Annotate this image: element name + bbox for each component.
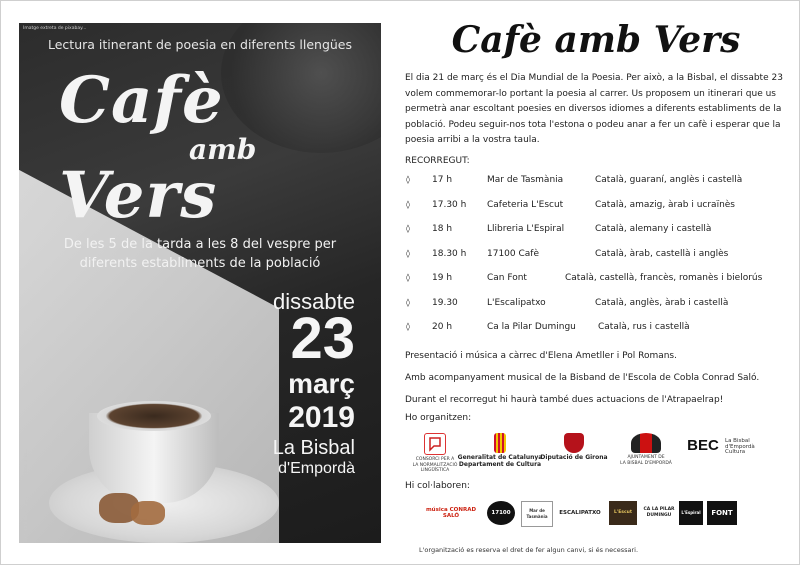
route-item xyxy=(405,200,795,225)
route-place: Mar de Tasmània xyxy=(487,175,564,185)
poster-day: dissabte xyxy=(273,289,355,314)
organizer-generalitat-text: Generalitat de Catalunya Departament de Cultura xyxy=(457,454,543,468)
route-place: Ca la Pilar Dumingu xyxy=(487,322,576,332)
organizer-cpnl-text: CONSORCI PER A LA NORMALITZACIÓ LINGÜÍSTICA xyxy=(412,457,458,473)
collab-logo-conrad-salo: música CONRAD SALÓ xyxy=(425,507,477,519)
atrapaelrap-note: Durant el recorregut hi haurà també dues actuacions de l'Atrapaelrap! xyxy=(405,395,724,405)
diamond-bullet-icon: ◊ xyxy=(406,248,410,258)
coffee-surface-shape xyxy=(97,401,211,431)
organizer-logo-bec xyxy=(683,433,723,454)
speech-logo-icon-svg xyxy=(425,434,445,454)
bisbal-crest-icon xyxy=(631,433,661,453)
footer-disclaimer: L'organització es reserva el dret de fer algun canvi, si és necessari. xyxy=(419,546,639,554)
diamond-bullet-icon: ◊ xyxy=(406,175,410,184)
route-languages: Català, castellà, francès, romanès i bielorús xyxy=(565,273,763,283)
collaborator-logos xyxy=(421,501,791,529)
route-item xyxy=(405,298,795,323)
route-languages: Català, guaraní, anglès i castellà xyxy=(595,175,743,185)
poster-image xyxy=(19,23,381,543)
route-languages: Català, àrab, castellà i anglès xyxy=(595,248,729,259)
route-time: 17.30 h xyxy=(432,199,467,210)
diamond-bullet-icon: ◊ xyxy=(406,199,410,209)
organizer-ajuntament-text: AJUNTAMENT DE LA BISBAL D'EMPORDÀ xyxy=(620,455,672,466)
girona-crest-icon xyxy=(564,433,584,453)
route-time: 19.30 xyxy=(432,297,458,308)
collab-logo-ca-la-pilar: CA LA PILAR DUMINGU xyxy=(643,507,675,518)
poster-subtitle: Lectura itinerant de poesia en diferents llengües xyxy=(47,37,353,52)
diamond-bullet-icon: ◊ xyxy=(406,273,410,282)
poster-image-credit: Imatge extreta de pixabay... xyxy=(23,26,87,31)
organizer-logo-generalitat xyxy=(457,433,543,468)
collab-logo-17100: 17100 xyxy=(487,501,515,525)
route-item xyxy=(405,224,795,249)
organizer-diputacio-text: Diputació de Girona xyxy=(540,454,608,461)
poster-town-line2: d'Empordà xyxy=(278,460,355,477)
biscuit-shape xyxy=(131,501,165,525)
route-label: RECORREGUT: xyxy=(405,156,470,166)
organizer-logo-cultura xyxy=(725,433,775,456)
poster-schedule xyxy=(19,235,381,273)
poster-year: 2019 xyxy=(288,401,355,434)
bec-logo-icon: BEC xyxy=(687,437,719,454)
organizer-logo-diputacio xyxy=(539,433,609,461)
poster-schedule-line2: diferents establiments de la població xyxy=(79,256,321,271)
collab-logo-font: FONT xyxy=(707,501,737,525)
route-place: L'Escalipatxo xyxy=(487,297,546,308)
poster-date-number: 23 xyxy=(290,306,355,371)
route-item xyxy=(405,322,795,347)
speech-logo-icon xyxy=(424,433,446,455)
route-item xyxy=(405,175,795,200)
collab-logo-escut: L'Escut xyxy=(609,501,637,525)
route-list xyxy=(405,175,795,347)
collab-logo-mar-de-tasmania: Mar de Tasmània xyxy=(521,501,553,527)
organizer-logo-ajuntament xyxy=(611,433,681,466)
poster-month: març xyxy=(288,368,355,399)
poster-schedule-line1: De les 5 de la tarda a les 8 del vespre per xyxy=(63,237,337,252)
poster-town-line1: La Bisbal xyxy=(272,437,355,459)
organizer-logos xyxy=(411,433,791,473)
route-place: Llibreria L'Espiral xyxy=(487,224,565,234)
article-title: Cafè amb Vers xyxy=(451,19,741,61)
route-time: 17 h xyxy=(432,175,453,185)
route-languages: Català, alemany i castellà xyxy=(595,224,712,234)
route-languages: Català, amazig, àrab i ucraïnès xyxy=(595,199,736,210)
route-place: 17100 Cafè xyxy=(487,248,539,259)
collab-logo-espiral: L'Espiral xyxy=(679,501,703,525)
diamond-bullet-icon: ◊ xyxy=(406,322,410,331)
route-item xyxy=(405,249,795,274)
diamond-bullet-icon: ◊ xyxy=(406,224,410,233)
presentation-note: Presentació i música a càrrec d'Elena Ametller i Pol Romans. xyxy=(405,351,677,361)
poster-legal-text: Text legal de la imatge i condicions d'ús... xyxy=(24,448,29,543)
route-place: Cafeteria L'Escut xyxy=(487,199,564,210)
route-time: 18.30 h xyxy=(432,248,467,259)
organizers-label: Ho organitzen: xyxy=(405,413,472,423)
poster-title-cafe: Cafè xyxy=(59,63,224,138)
bisbal-cultura-icon: La Bisbal d'Empordà Cultura xyxy=(725,438,755,455)
poster-title-vers: Vers xyxy=(59,158,218,233)
collaborators-label: Hi col·laboren: xyxy=(405,481,470,491)
route-languages: Català, rus i castellà xyxy=(598,322,690,332)
route-time: 18 h xyxy=(432,224,453,234)
route-languages: Català, anglès, àrab i castellà xyxy=(595,297,729,308)
route-time: 19 h xyxy=(432,273,453,283)
diamond-bullet-icon: ◊ xyxy=(406,297,410,307)
organizer-logo-cpnl xyxy=(411,433,459,474)
route-time: 20 h xyxy=(432,322,453,332)
article-intro: El dia 21 de març és el Dia Mundial de la Poesia. Per això, a la Bisbal, el dissabte 23 volem commemorar-lo portant la poesia al carrer. Us proposem un itinerari que us permetrà anar escoltant poesies en diversos idiomes a diferents establiments de la població. Podeu seguir-nos tota l'estona o podeu anar a fer un cafè i esperar que la poesia arribi a la vostra taula. xyxy=(405,73,783,145)
poster-title-amb: amb xyxy=(189,133,257,166)
collab-logo-escalipatxo: ESCALIPATXO xyxy=(559,510,601,516)
accompaniment-note: Amb acompanyament musical de la Bisband de l'Escola de Cobla Conrad Saló. xyxy=(405,373,760,383)
route-item xyxy=(405,273,795,298)
route-place: Can Font xyxy=(487,273,527,283)
catalonia-flag-icon xyxy=(494,433,506,453)
